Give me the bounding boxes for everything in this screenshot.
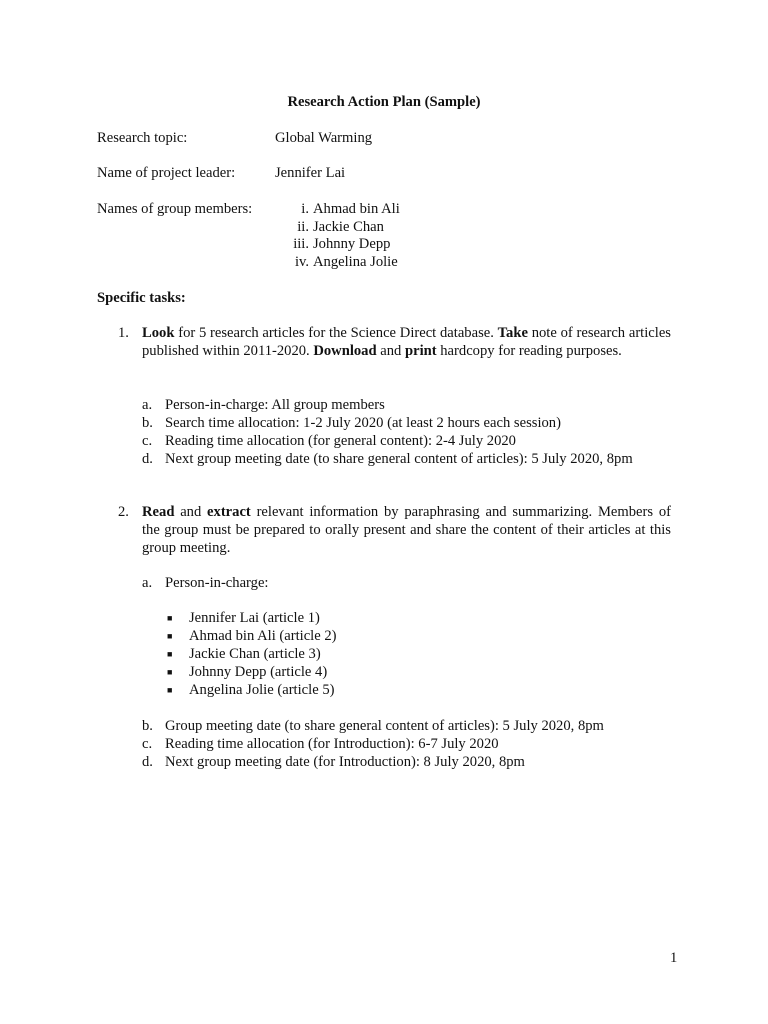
task-number: 1. [118, 325, 129, 341]
person-in-charge-item: Ahmad bin Ali (article 2) [189, 628, 337, 644]
person-in-charge-item: Jackie Chan (article 3) [189, 646, 321, 662]
research-topic-label: Research topic: [97, 130, 188, 146]
emphasis-take: Take [497, 325, 528, 341]
document-title: Research Action Plan (Sample) [287, 94, 481, 110]
member-name: Jackie Chan [313, 219, 384, 235]
person-in-charge-item: Johnny Depp (article 4) [189, 664, 328, 680]
member-numeral: i. [301, 201, 309, 217]
sub-item-text: Reading time allocation (for Introduction): 6-7 July 2020 [165, 736, 499, 752]
member-numeral: iii. [293, 236, 309, 252]
member-name: Angelina Jolie [313, 254, 398, 270]
task1-text: and [376, 343, 405, 359]
member-numeral: ii. [297, 219, 309, 235]
emphasis-extract: extract [207, 504, 251, 520]
bullet-marker: ■ [167, 649, 173, 659]
sub-item-text: Person-in-charge: All group members [165, 397, 385, 413]
sub-item-text: Person-in-charge: [165, 575, 269, 591]
emphasis-print: print [404, 343, 437, 359]
task1-text: for 5 research articles for the Science Direct database. [174, 325, 498, 341]
task1-text: hardcopy for reading purposes. [436, 343, 622, 359]
task1-text: note of research articles published within 2011-2020. [142, 325, 671, 359]
bullet-marker: ■ [167, 631, 173, 641]
sub-item-letter: d. [142, 754, 153, 770]
task-number: 2. [118, 504, 129, 520]
sub-item-text: Reading time allocation (for general content): 2-4 July 2020 [165, 433, 516, 449]
emphasis-look: Look [142, 325, 175, 341]
sub-item-letter: c. [142, 433, 153, 449]
member-numeral: iv. [294, 254, 309, 270]
research-topic-value: Global Warming [275, 130, 373, 146]
sub-item-letter: a. [142, 397, 153, 413]
emphasis-read: Read [142, 504, 175, 520]
sub-item-letter: d. [142, 451, 153, 467]
task2-paragraph [142, 503, 671, 557]
project-leader-value: Jennifer Lai [275, 165, 346, 181]
specific-tasks-heading: Specific tasks: [97, 290, 186, 306]
page-number: 1 [670, 950, 678, 966]
bullet-marker: ■ [167, 667, 173, 677]
group-members-label: Names of group members: [97, 201, 253, 217]
emphasis-download: Download [313, 343, 377, 359]
member-name: Ahmad bin Ali [313, 201, 400, 217]
sub-item-text: Next group meeting date (for Introduction): 8 July 2020, 8pm [165, 754, 525, 770]
person-in-charge-item: Jennifer Lai (article 1) [189, 610, 320, 626]
sub-item-letter: c. [142, 736, 153, 752]
task2-text: relevant information by paraphrasing and summarizing. Members of the group must be prepared to orally present and share the content of their articles at this group meeting. [142, 504, 671, 556]
task1-paragraph [142, 324, 671, 360]
sub-item-text: Search time allocation: 1-2 July 2020 (at least 2 hours each session) [165, 415, 561, 431]
sub-item-text: Next group meeting date (to share general content of articles): 5 July 2020, 8pm [165, 451, 633, 467]
bullet-marker: ■ [167, 685, 173, 695]
person-in-charge-item: Angelina Jolie (article 5) [189, 682, 335, 698]
task2-text: and [174, 504, 208, 520]
project-leader-label: Name of project leader: [97, 165, 236, 181]
sub-item-text: Group meeting date (to share general content of articles): 5 July 2020, 8pm [165, 718, 604, 734]
sub-item-letter: b. [142, 718, 153, 734]
member-name: Johnny Depp [313, 236, 391, 252]
sub-item-letter: b. [142, 415, 153, 431]
sub-item-letter: a. [142, 575, 153, 591]
bullet-marker: ■ [167, 613, 173, 623]
